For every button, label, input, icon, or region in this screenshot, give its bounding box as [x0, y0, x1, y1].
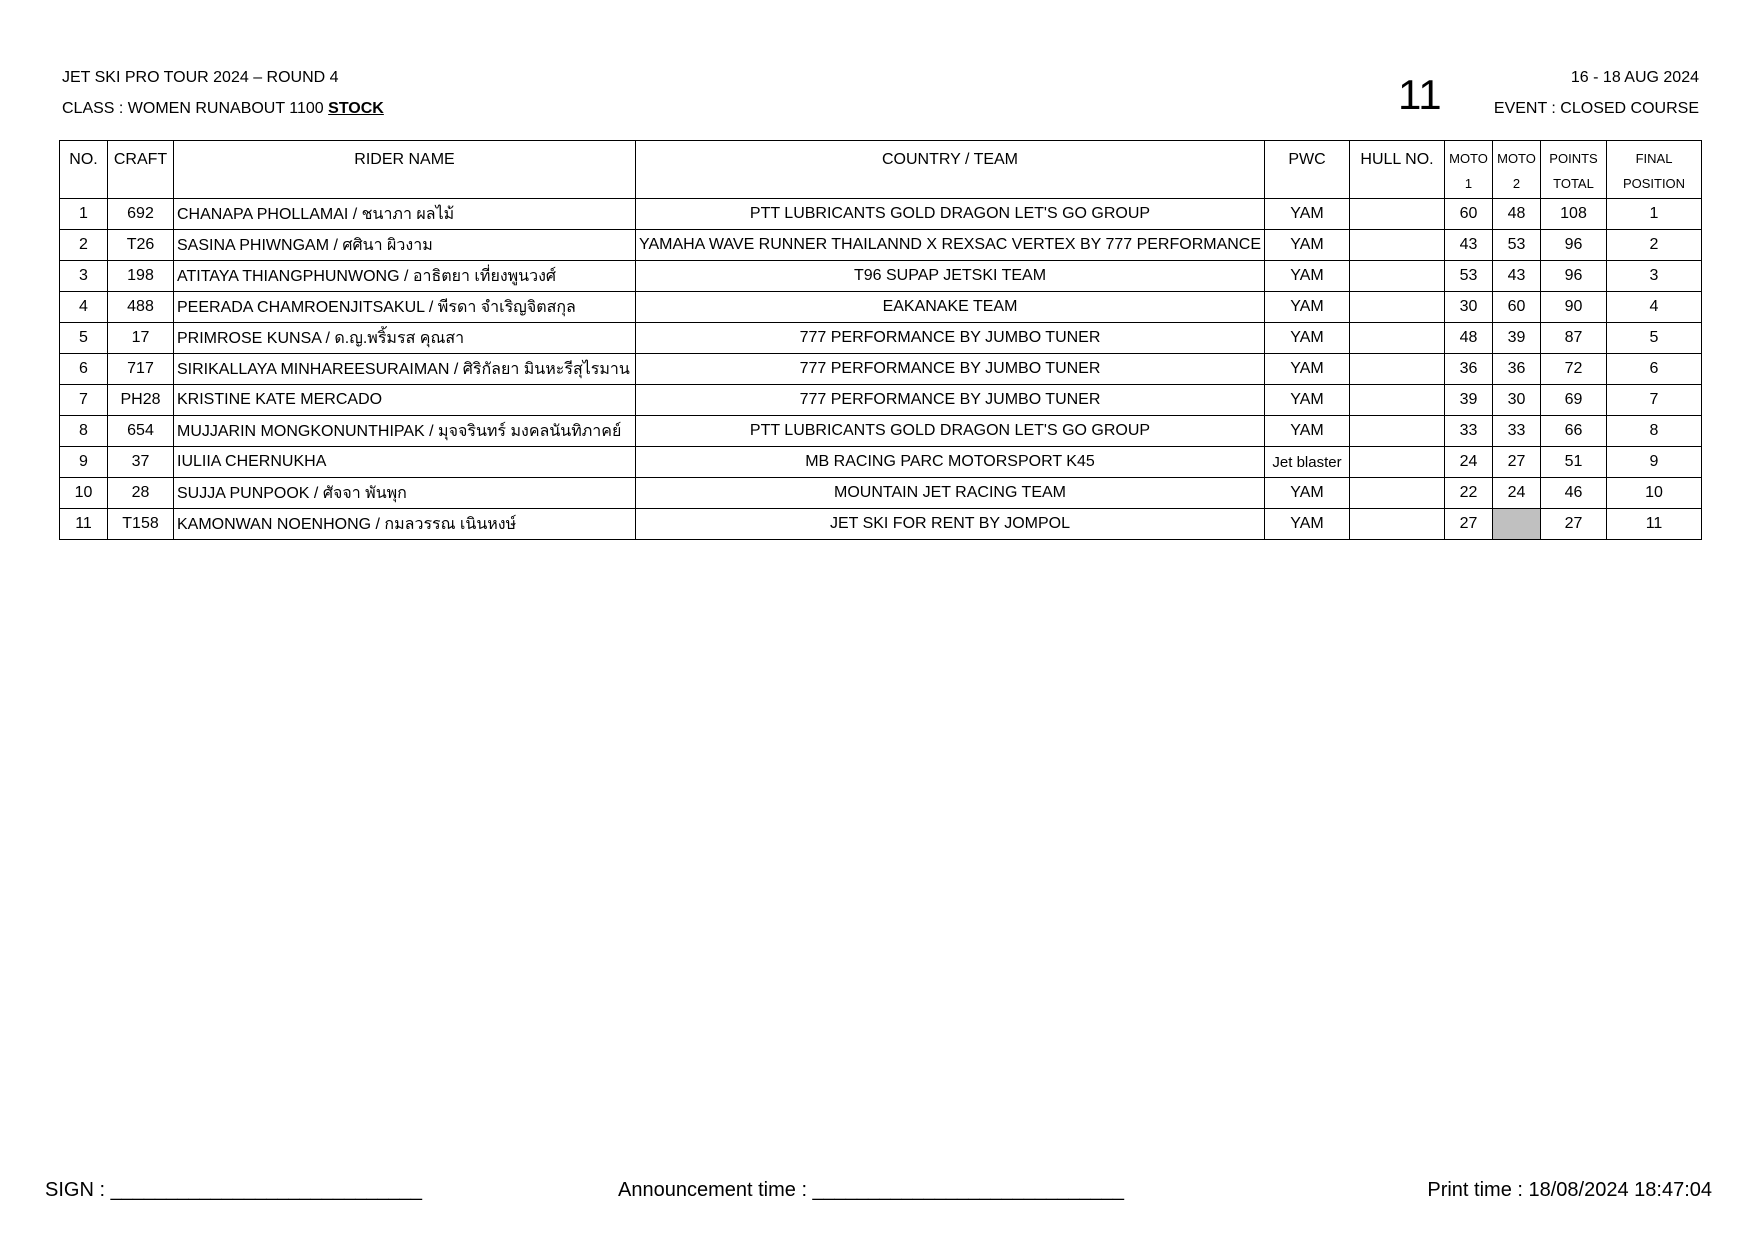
cell-team: PTT LUBRICANTS GOLD DRAGON LET'S GO GROUP — [636, 199, 1265, 230]
cell-moto2: 36 — [1493, 354, 1541, 385]
results-table — [59, 140, 1702, 540]
cell-final: 5 — [1607, 323, 1702, 354]
cell-no: 5 — [60, 323, 108, 354]
cell-team: MOUNTAIN JET RACING TEAM — [636, 478, 1265, 509]
cell-no: 1 — [60, 199, 108, 230]
cell-moto2: 60 — [1493, 292, 1541, 323]
cell-rider: CHANAPA PHOLLAMAI / ชนาภา ผลไม้ — [174, 199, 636, 230]
col-header-team: COUNTRY / TEAM — [636, 141, 1265, 199]
cell-points: 108 — [1541, 199, 1607, 230]
cell-hull — [1350, 230, 1445, 261]
cell-no: 2 — [60, 230, 108, 261]
table-row — [60, 230, 1702, 261]
cell-points: 72 — [1541, 354, 1607, 385]
cell-rider: MUJJARIN MONGKONUNTHIPAK / มุจจรินทร์ มงคลนันทิภาคย์ — [174, 416, 636, 447]
cell-rider: SASINA PHIWNGAM / ศศินา ผิวงาม — [174, 230, 636, 261]
cell-final: 1 — [1607, 199, 1702, 230]
cell-pwc: YAM — [1265, 261, 1350, 292]
table-row — [60, 447, 1702, 478]
cell-pwc: YAM — [1265, 199, 1350, 230]
cell-points: 69 — [1541, 385, 1607, 416]
cell-moto1: 33 — [1445, 416, 1493, 447]
cell-final: 7 — [1607, 385, 1702, 416]
cell-moto1: 27 — [1445, 509, 1493, 540]
col-header-rider: RIDER NAME — [174, 141, 636, 199]
col-header-no: NO. — [60, 141, 108, 199]
cell-team: 777 PERFORMANCE BY JUMBO TUNER — [636, 385, 1265, 416]
table-row — [60, 509, 1702, 540]
table-row — [60, 478, 1702, 509]
cell-hull — [1350, 261, 1445, 292]
cell-moto1: 22 — [1445, 478, 1493, 509]
cell-points: 51 — [1541, 447, 1607, 478]
table-row — [60, 323, 1702, 354]
announcement-time: Announcement time : ____________________________ — [618, 1179, 1124, 1201]
cell-hull — [1350, 323, 1445, 354]
cell-team: 777 PERFORMANCE BY JUMBO TUNER — [636, 323, 1265, 354]
cell-craft: 28 — [108, 478, 174, 509]
cell-final: 8 — [1607, 416, 1702, 447]
table-row — [60, 385, 1702, 416]
cell-craft: 488 — [108, 292, 174, 323]
cell-craft: 198 — [108, 261, 174, 292]
event-date: 16 - 18 AUG 2024 — [1570, 69, 1699, 86]
cell-hull — [1350, 478, 1445, 509]
cell-craft: T158 — [108, 509, 174, 540]
cell-points: 96 — [1541, 261, 1607, 292]
cell-team: MB RACING PARC MOTORSPORT K45 — [636, 447, 1265, 478]
event-title: JET SKI PRO TOUR 2024 – ROUND 4 — [62, 69, 339, 86]
cell-rider: KAMONWAN NOENHONG / กมลวรรณ เนินหงษ์ — [174, 509, 636, 540]
cell-points: 46 — [1541, 478, 1607, 509]
table-row — [60, 199, 1702, 230]
table-row — [60, 261, 1702, 292]
cell-hull — [1350, 416, 1445, 447]
cell-moto1: 36 — [1445, 354, 1493, 385]
cell-no: 9 — [60, 447, 108, 478]
cell-moto1: 53 — [1445, 261, 1493, 292]
cell-pwc: YAM — [1265, 292, 1350, 323]
cell-moto2: 39 — [1493, 323, 1541, 354]
cell-hull — [1350, 354, 1445, 385]
cell-pwc: YAM — [1265, 354, 1350, 385]
cell-points: 87 — [1541, 323, 1607, 354]
cell-moto1: 24 — [1445, 447, 1493, 478]
cell-final: 9 — [1607, 447, 1702, 478]
cell-final: 4 — [1607, 292, 1702, 323]
table-row — [60, 354, 1702, 385]
cell-team: EAKANAKE TEAM — [636, 292, 1265, 323]
cell-moto1: 30 — [1445, 292, 1493, 323]
cell-points: 90 — [1541, 292, 1607, 323]
col-header-pwc: PWC — [1265, 141, 1350, 199]
cell-moto2: 27 — [1493, 447, 1541, 478]
cell-hull — [1350, 447, 1445, 478]
cell-pwc: YAM — [1265, 230, 1350, 261]
cell-rider: SUJJA PUNPOOK / ศัจจา พันพุก — [174, 478, 636, 509]
cell-pwc: YAM — [1265, 385, 1350, 416]
cell-final: 3 — [1607, 261, 1702, 292]
cell-rider: KRISTINE KATE MERCADO — [174, 385, 636, 416]
cell-moto2: 30 — [1493, 385, 1541, 416]
cell-moto1: 43 — [1445, 230, 1493, 261]
col-header-craft: CRAFT — [108, 141, 174, 199]
cell-no: 8 — [60, 416, 108, 447]
cell-rider: PRIMROSE KUNSA / ด.ญ.พริ้มรส คุณสา — [174, 323, 636, 354]
cell-team: PTT LUBRICANTS GOLD DRAGON LET'S GO GROUP — [636, 416, 1265, 447]
cell-craft: PH28 — [108, 385, 174, 416]
cell-hull — [1350, 292, 1445, 323]
cell-no: 4 — [60, 292, 108, 323]
header-row — [60, 141, 1702, 199]
cell-craft: 692 — [108, 199, 174, 230]
cell-team: T96 SUPAP JETSKI TEAM — [636, 261, 1265, 292]
class-label — [62, 101, 384, 117]
cell-hull — [1350, 509, 1445, 540]
cell-final: 10 — [1607, 478, 1702, 509]
class-prefix: CLASS : WOMEN RUNABOUT 1100 — [62, 100, 329, 117]
cell-points: 27 — [1541, 509, 1607, 540]
print-time: Print time : 18/08/2024 18:47:04 — [1427, 1179, 1712, 1201]
cell-points: 96 — [1541, 230, 1607, 261]
cell-final: 11 — [1607, 509, 1702, 540]
cell-pwc: YAM — [1265, 416, 1350, 447]
sign-line: SIGN : ____________________________ — [45, 1179, 423, 1201]
col-header-moto1: MOTO 1 — [1445, 141, 1493, 199]
cell-rider: ATITAYA THIANGPHUNWONG / อาธิตยา เที่ยงพูนวงศ์ — [174, 261, 636, 292]
cell-no: 10 — [60, 478, 108, 509]
cell-moto2: 33 — [1493, 416, 1541, 447]
cell-no: 3 — [60, 261, 108, 292]
cell-points: 66 — [1541, 416, 1607, 447]
cell-moto2: 24 — [1493, 478, 1541, 509]
table-row — [60, 416, 1702, 447]
cell-no: 11 — [60, 509, 108, 540]
cell-team: JET SKI FOR RENT BY JOMPOL — [636, 509, 1265, 540]
col-header-final: FINAL POSITION — [1607, 141, 1702, 199]
cell-moto2 — [1493, 509, 1541, 540]
cell-final: 2 — [1607, 230, 1702, 261]
cell-pwc: Jet blaster — [1265, 447, 1350, 478]
cell-moto1: 60 — [1445, 199, 1493, 230]
cell-rider: PEERADA CHAMROENJITSAKUL / พีรดา จำเริญจิตสกุล — [174, 292, 636, 323]
cell-hull — [1350, 199, 1445, 230]
cell-craft: 717 — [108, 354, 174, 385]
class-stock: STOCK — [328, 100, 384, 117]
cell-pwc: YAM — [1265, 323, 1350, 354]
cell-craft: T26 — [108, 230, 174, 261]
cell-rider: IULIIA CHERNUKHA — [174, 447, 636, 478]
cell-no: 7 — [60, 385, 108, 416]
cell-craft: 654 — [108, 416, 174, 447]
event-type: EVENT : CLOSED COURSE — [1493, 100, 1699, 117]
entry-count: 11 — [1398, 71, 1442, 118]
table-row — [60, 292, 1702, 323]
cell-rider: SIRIKALLAYA MINHAREESURAIMAN / ศิริกัลยา มินหะรีสุไรมาน — [174, 354, 636, 385]
cell-team: YAMAHA WAVE RUNNER THAILANND X REXSAC VERTEX BY 777 PERFORMANCE — [636, 230, 1265, 261]
cell-moto2: 48 — [1493, 199, 1541, 230]
cell-pwc: YAM — [1265, 478, 1350, 509]
cell-final: 6 — [1607, 354, 1702, 385]
col-header-moto2: MOTO 2 — [1493, 141, 1541, 199]
cell-moto2: 43 — [1493, 261, 1541, 292]
col-header-hull: HULL NO. — [1350, 141, 1445, 199]
cell-moto1: 39 — [1445, 385, 1493, 416]
cell-hull — [1350, 385, 1445, 416]
cell-moto2: 53 — [1493, 230, 1541, 261]
cell-team: 777 PERFORMANCE BY JUMBO TUNER — [636, 354, 1265, 385]
cell-pwc: YAM — [1265, 509, 1350, 540]
col-header-points: POINTS TOTAL — [1541, 141, 1607, 199]
cell-craft: 17 — [108, 323, 174, 354]
cell-moto1: 48 — [1445, 323, 1493, 354]
cell-craft: 37 — [108, 447, 174, 478]
cell-no: 6 — [60, 354, 108, 385]
